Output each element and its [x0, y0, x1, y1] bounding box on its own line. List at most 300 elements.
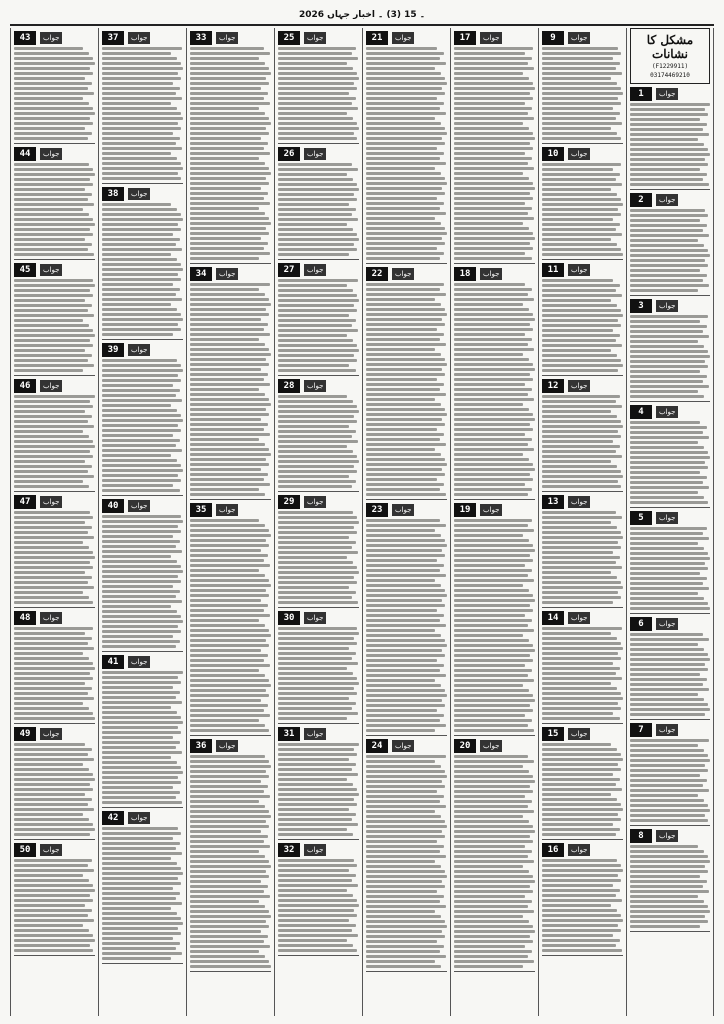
text-line	[366, 855, 446, 858]
answer-label: جواب	[128, 344, 150, 356]
text-line	[366, 549, 442, 552]
text-line	[630, 148, 708, 151]
text-line	[102, 837, 173, 840]
text-line	[190, 775, 269, 778]
text-line	[190, 67, 269, 70]
text-line	[14, 445, 95, 448]
text-line	[366, 584, 441, 587]
text-line	[454, 77, 529, 80]
text-line	[102, 208, 177, 211]
text-line	[190, 102, 270, 105]
text-line	[366, 805, 446, 808]
text-line	[542, 662, 613, 665]
text-line	[190, 760, 269, 763]
text-line	[630, 638, 709, 641]
text-line	[542, 450, 616, 453]
text-line	[630, 789, 709, 792]
text-line	[278, 657, 352, 660]
text-line	[102, 590, 180, 593]
column	[538, 28, 626, 1016]
text-line	[102, 615, 181, 618]
text-line	[14, 783, 90, 786]
text-line	[454, 167, 534, 170]
text-line	[366, 760, 435, 763]
text-line	[14, 173, 95, 176]
text-line	[630, 804, 708, 807]
text-line	[190, 714, 270, 717]
text-line	[14, 647, 94, 650]
text-line	[630, 900, 704, 903]
text-line	[190, 247, 264, 250]
text-line	[630, 688, 709, 691]
text-line	[102, 691, 180, 694]
text-line	[14, 818, 89, 821]
text-line	[454, 930, 535, 933]
text-line	[454, 584, 523, 587]
text-line	[542, 904, 611, 907]
text-line	[454, 780, 535, 783]
text-line	[190, 569, 259, 572]
column	[10, 28, 98, 1016]
text-line	[454, 112, 528, 115]
text-line	[366, 915, 441, 918]
text-lines	[454, 47, 535, 260]
text-line	[102, 112, 181, 115]
text-line	[278, 183, 357, 186]
text-line	[630, 491, 698, 494]
text-line	[454, 197, 533, 200]
text-line	[630, 693, 698, 696]
separator	[278, 839, 359, 840]
text-line	[542, 198, 621, 201]
text-line	[190, 463, 269, 466]
text-line	[542, 52, 621, 55]
text-line	[366, 684, 441, 687]
text-line	[630, 259, 705, 262]
text-line	[542, 667, 620, 670]
text-line	[542, 899, 622, 902]
text-line	[102, 137, 180, 140]
text-line	[454, 227, 529, 230]
text-line	[630, 643, 698, 646]
text-line	[14, 168, 93, 171]
text-line	[14, 62, 95, 65]
text-line	[190, 810, 269, 813]
text-line	[190, 800, 259, 803]
text-line	[454, 845, 525, 848]
text-line	[190, 177, 266, 180]
text-line	[366, 539, 445, 542]
text-line	[190, 554, 268, 557]
text-line	[630, 592, 698, 595]
text-line	[542, 415, 617, 418]
text-line	[454, 524, 528, 527]
text-line	[542, 687, 617, 690]
text-line	[278, 541, 356, 544]
text-line	[454, 840, 533, 843]
text-line	[454, 383, 525, 386]
text-line	[102, 444, 176, 447]
text-line	[366, 524, 446, 527]
text-line	[278, 344, 357, 347]
separator	[630, 295, 710, 296]
text-line	[190, 519, 259, 522]
text-line	[630, 597, 704, 600]
text-line	[366, 112, 446, 115]
text-line	[454, 418, 535, 421]
text-line	[454, 388, 532, 391]
text-line	[454, 47, 533, 50]
text-lines	[14, 627, 95, 720]
text-line	[190, 428, 264, 431]
text-line	[366, 247, 437, 250]
text-line	[630, 764, 705, 767]
text-line	[190, 72, 271, 75]
text-lines	[14, 163, 95, 256]
text-line	[366, 127, 445, 130]
question-header	[630, 87, 710, 101]
text-line	[454, 910, 534, 913]
text-line	[190, 614, 270, 617]
text-line	[630, 774, 700, 777]
text-line	[366, 534, 441, 537]
text-line	[102, 605, 171, 608]
answer-label: جواب	[128, 500, 150, 512]
text-line	[366, 177, 445, 180]
text-line	[366, 252, 444, 255]
text-line	[102, 72, 178, 75]
text-line	[278, 218, 358, 221]
text-lines	[630, 845, 710, 928]
text-lines	[190, 755, 271, 968]
column	[626, 28, 714, 1016]
question-number: 48	[14, 611, 36, 625]
text-lines	[102, 47, 183, 180]
text-line	[454, 257, 532, 260]
text-lines	[278, 511, 359, 604]
text-line	[542, 833, 616, 836]
text-line	[102, 283, 173, 286]
text-line	[278, 213, 352, 216]
text-line	[102, 389, 180, 392]
text-line	[190, 52, 270, 55]
text-line	[454, 428, 533, 431]
text-line	[102, 917, 181, 920]
text-line	[278, 899, 357, 902]
text-line	[630, 860, 710, 863]
separator	[14, 607, 95, 608]
text-line	[278, 475, 349, 478]
text-lines	[366, 755, 447, 968]
text-line	[366, 519, 440, 522]
text-line	[14, 601, 93, 604]
text-line	[366, 157, 440, 160]
separator	[630, 719, 710, 720]
text-line	[630, 713, 705, 716]
text-line	[630, 925, 700, 928]
text-line	[630, 431, 703, 434]
text-line	[454, 358, 529, 361]
text-line	[630, 496, 704, 499]
text-line	[542, 581, 621, 584]
text-line	[542, 485, 621, 488]
text-line	[366, 925, 447, 928]
text-line	[102, 47, 182, 50]
text-line	[630, 264, 708, 267]
text-line	[542, 889, 620, 892]
text-line	[190, 639, 266, 642]
text-line	[190, 363, 269, 366]
column	[98, 28, 186, 1016]
text-line	[278, 874, 356, 877]
question-header	[102, 343, 183, 357]
text-line	[630, 123, 707, 126]
text-line	[542, 127, 611, 130]
text-line	[190, 413, 269, 416]
text-line	[278, 551, 358, 554]
text-line	[190, 157, 259, 160]
text-line	[454, 157, 532, 160]
text-line	[454, 950, 532, 953]
text-line	[542, 223, 620, 226]
text-line	[542, 87, 621, 90]
text-line	[278, 914, 357, 917]
text-line	[366, 770, 445, 773]
text-line	[630, 870, 708, 873]
question-header	[542, 611, 623, 625]
text-line	[454, 534, 523, 537]
sidebar-phone: 03174469210	[650, 72, 690, 79]
text-line	[454, 328, 533, 331]
text-line	[278, 662, 358, 665]
text-line	[102, 706, 171, 709]
text-line	[366, 624, 446, 627]
text-line	[454, 815, 523, 818]
text-line	[366, 413, 447, 416]
text-line	[278, 546, 352, 549]
text-line	[454, 694, 533, 697]
text-line	[190, 137, 261, 140]
text-line	[630, 845, 698, 848]
text-line	[102, 595, 176, 598]
text-line	[630, 234, 709, 237]
text-lines	[630, 739, 710, 822]
text-line	[190, 559, 264, 562]
text-line	[630, 385, 709, 388]
text-line	[542, 72, 622, 75]
question-header	[542, 31, 623, 45]
text-line	[454, 413, 533, 416]
text-line	[102, 107, 177, 110]
text-line	[454, 423, 530, 426]
text-line	[454, 579, 534, 582]
text-line	[14, 642, 88, 645]
text-line	[14, 279, 93, 282]
text-line	[278, 818, 352, 821]
text-line	[14, 793, 85, 796]
separator	[366, 499, 447, 500]
text-line	[190, 408, 266, 411]
text-line	[190, 785, 268, 788]
text-line	[14, 561, 90, 564]
text-line	[102, 399, 182, 402]
text-line	[278, 647, 349, 650]
text-line	[190, 197, 264, 200]
text-line	[366, 860, 435, 863]
text-line	[454, 855, 528, 858]
text-line	[366, 353, 441, 356]
answer-label: جواب	[40, 844, 62, 856]
text-line	[542, 924, 618, 927]
answer-label: جواب	[480, 504, 502, 516]
text-line	[366, 383, 444, 386]
text-line	[102, 364, 181, 367]
text-line	[190, 845, 270, 848]
text-line	[102, 786, 173, 789]
text-line	[630, 557, 710, 560]
text-line	[14, 314, 94, 317]
question-header	[630, 299, 710, 313]
text-line	[366, 373, 445, 376]
text-line	[630, 890, 709, 893]
text-line	[366, 433, 444, 436]
text-line	[14, 163, 89, 166]
text-line	[102, 203, 171, 206]
text-line	[542, 112, 620, 115]
text-line	[366, 192, 445, 195]
text-line	[454, 247, 533, 250]
text-line	[542, 208, 618, 211]
text-line	[542, 344, 622, 347]
text-line	[454, 820, 529, 823]
text-line	[278, 430, 356, 433]
text-line	[102, 318, 183, 321]
text-line	[14, 773, 93, 776]
text-line	[366, 895, 444, 898]
text-lines	[190, 47, 271, 260]
answer-label: جواب	[304, 32, 326, 44]
text-line	[190, 333, 270, 336]
text-line	[278, 581, 357, 584]
text-line	[14, 107, 93, 110]
question-number: 35	[190, 503, 212, 517]
text-lines	[630, 421, 710, 504]
text-line	[630, 239, 698, 242]
text-line	[366, 719, 440, 722]
text-line	[542, 677, 622, 680]
text-line	[102, 736, 173, 739]
answer-label: جواب	[128, 32, 150, 44]
text-line	[14, 833, 90, 836]
answer-label: جواب	[656, 88, 678, 100]
text-line	[366, 569, 440, 572]
text-line	[366, 544, 447, 547]
text-line	[542, 672, 616, 675]
text-line	[102, 701, 182, 704]
text-line	[102, 263, 181, 266]
text-line	[366, 775, 447, 778]
text-line	[278, 395, 347, 398]
text-line	[366, 232, 447, 235]
text-line	[278, 808, 349, 811]
text-line	[630, 784, 703, 787]
text-line	[454, 378, 533, 381]
text-line	[630, 315, 708, 318]
text-line	[542, 203, 623, 206]
text-line	[14, 682, 85, 685]
question-number: 24	[366, 739, 388, 753]
text-line	[278, 359, 357, 362]
text-line	[630, 562, 705, 565]
text-line	[454, 649, 535, 652]
text-line	[14, 586, 94, 589]
question-header	[278, 31, 359, 45]
text-line	[454, 594, 533, 597]
question-header	[278, 263, 359, 277]
text-line	[454, 589, 529, 592]
text-lines	[14, 47, 95, 140]
text-line	[630, 340, 698, 343]
question-header	[542, 843, 623, 857]
text-line	[278, 445, 347, 448]
text-line	[190, 689, 266, 692]
text-line	[102, 842, 180, 845]
text-line	[542, 934, 613, 937]
text-line	[278, 178, 353, 181]
text-line	[542, 67, 616, 70]
text-line	[366, 900, 440, 903]
question-number: 19	[454, 503, 476, 517]
text-line	[14, 536, 94, 539]
question-number: 42	[102, 811, 124, 825]
text-line	[454, 765, 523, 768]
text-line	[14, 435, 89, 438]
text-line	[14, 511, 90, 514]
text-line	[190, 257, 259, 260]
text-line	[366, 463, 447, 466]
text-line	[190, 348, 269, 351]
text-line	[14, 879, 89, 882]
text-line	[366, 408, 445, 411]
text-line	[102, 681, 181, 684]
text-line	[366, 644, 447, 647]
question-number: 47	[14, 495, 36, 509]
text-line	[14, 188, 85, 191]
text-line	[366, 52, 444, 55]
text-line	[454, 353, 523, 356]
text-line	[366, 368, 442, 371]
text-line	[630, 380, 703, 383]
text-line	[102, 746, 176, 749]
text-line	[366, 97, 437, 100]
text-line	[454, 719, 532, 722]
question-number: 4	[630, 405, 652, 419]
text-line	[190, 167, 269, 170]
text-line	[630, 214, 708, 217]
text-line	[366, 283, 444, 286]
text-line	[366, 554, 445, 557]
text-line	[542, 243, 617, 246]
answer-label: جواب	[480, 268, 502, 280]
text-line	[278, 299, 359, 302]
text-line	[278, 279, 358, 282]
separator	[14, 375, 95, 376]
text-line	[278, 87, 357, 90]
text-line	[102, 62, 181, 65]
text-line	[14, 354, 92, 357]
text-line	[542, 657, 621, 660]
text-line	[190, 453, 271, 456]
